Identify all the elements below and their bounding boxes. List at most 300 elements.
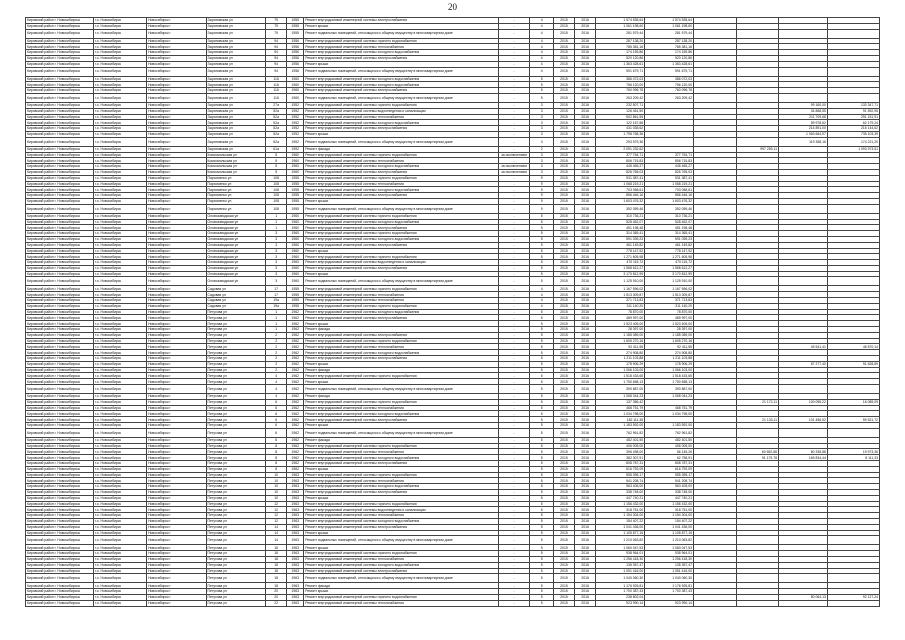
total-cost-cell: 778 147,92: [596, 248, 645, 254]
locality-cell: Новосибирск г: [147, 315, 206, 321]
source-4-cell: 91 628,89: [827, 361, 879, 367]
end-year-cell: 2016: [575, 292, 596, 298]
street-cell: Петухова ул: [206, 344, 265, 350]
district-cell: Кировский район г. Новосибирска: [26, 367, 94, 373]
start-year-cell: 2015: [553, 489, 574, 495]
unit-cell: -: [498, 466, 530, 472]
locality-cell: Новосибирск г: [147, 219, 206, 225]
build-year-cell: 1963: [287, 551, 304, 557]
build-year-cell: 1962: [287, 338, 304, 344]
build-year-cell: 1963: [287, 556, 304, 562]
work-type-cell: Ремонт крыши: [304, 545, 498, 551]
source-1-cell: [694, 385, 736, 394]
source-3-cell: 34 868,55: [778, 108, 827, 114]
city-cell: г.о. Новосибирск: [93, 350, 146, 356]
district-cell: Кировский район г. Новосибирска: [26, 76, 94, 82]
floors-cell: 5: [530, 574, 553, 583]
build-year-cell: 1963: [287, 484, 304, 490]
locality-cell: Новосибирск г: [147, 108, 206, 114]
end-year-cell: 2016: [575, 466, 596, 472]
district-cell: Кировский район г. Новосибирска: [26, 303, 94, 309]
build-year-cell: 1955: [287, 187, 304, 193]
total-cost-cell: 1 051 416,00: [596, 568, 645, 574]
fund-cost-cell: 756 120,00: [645, 82, 694, 88]
unit-cell: -: [498, 248, 530, 254]
city-cell: г.о. Новосибирск: [93, 321, 146, 327]
end-year-cell: 2016: [575, 286, 596, 292]
work-type-cell: Ремонт внутридомовой инженерной системы горячего водоснабжения: [304, 501, 498, 507]
fund-cost-cell: 1 041 436,00: [645, 524, 694, 530]
locality-cell: Новосибирск г: [147, 399, 206, 405]
floors-cell: 5: [530, 88, 553, 94]
street-cell: Оловозаводская ул: [206, 260, 265, 266]
total-cost-cell: 1 271 605,98: [596, 254, 645, 260]
district-cell: Кировский район г. Новосибирска: [26, 82, 94, 88]
work-type-cell: Ремонт внутридомовой инженерной системы теплоснабжения: [304, 292, 498, 298]
source-2-cell: [736, 600, 778, 606]
city-cell: г.о. Новосибирск: [93, 545, 146, 551]
fund-cost-cell: 1 210 063,82: [645, 536, 694, 545]
total-cost-cell: 137 356,42: [596, 399, 645, 405]
unit-cell: -: [498, 236, 530, 242]
total-cost-cell: 318 751,00: [596, 507, 645, 513]
district-cell: Кировский район г. Новосибирска: [26, 277, 94, 286]
street-cell: Пархоменко ул: [206, 193, 265, 199]
city-cell: г.о. Новосибирск: [93, 298, 146, 304]
city-cell: г.о. Новосибирск: [93, 394, 146, 400]
fund-cost-cell: 1 363 428,61: [645, 61, 694, 67]
locality-cell: Новосибирск г: [147, 303, 206, 309]
street-cell: Зыряновская ул: [206, 82, 265, 88]
start-year-cell: 2015: [553, 513, 574, 519]
start-year-cell: 2015: [553, 204, 574, 213]
street-cell: Петухова ул: [206, 449, 265, 455]
work-type-cell: Ремонт внутридомовой инженерной системы теплоснабжения: [304, 44, 498, 50]
locality-cell: Новосибирск г: [147, 187, 206, 193]
unit-cell: -: [498, 507, 530, 513]
floors-cell: 5: [530, 361, 553, 367]
street-cell: Петухова ул: [206, 411, 265, 417]
end-year-cell: 2016: [575, 38, 596, 44]
end-year-cell: 2016: [575, 303, 596, 309]
end-year-cell: 2016: [575, 518, 596, 524]
house-number-cell: 52а: [266, 108, 287, 114]
unit-cell: -: [498, 361, 530, 367]
unit-cell: -: [498, 146, 530, 152]
total-cost-cell: 1 210 063,82: [596, 536, 645, 545]
locality-cell: Новосибирск г: [147, 478, 206, 484]
build-year-cell: 1963: [287, 518, 304, 524]
locality-cell: Новосибирск г: [147, 231, 206, 237]
floors-cell: 5: [530, 545, 553, 551]
source-4-cell: 216 144,62: [827, 126, 879, 132]
end-year-cell: 2016: [575, 181, 596, 187]
city-cell: г.о. Новосибирск: [93, 379, 146, 385]
house-number-cell: 3: [266, 271, 287, 277]
locality-cell: Новосибирск г: [147, 437, 206, 443]
floors-cell: 5: [530, 213, 553, 219]
floors-cell: 5: [530, 524, 553, 530]
build-year-cell: 1962: [287, 350, 304, 356]
city-cell: г.о. Новосибирск: [93, 260, 146, 266]
house-number-cell: 2: [266, 332, 287, 338]
work-type-cell: Ремонт внутридомовой инженерной системы электроснабжения: [304, 18, 498, 24]
end-year-cell: 2016: [575, 394, 596, 400]
unit-cell: -: [498, 350, 530, 356]
unit-cell: -: [498, 379, 530, 385]
start-year-cell: 2015: [553, 367, 574, 373]
city-cell: г.о. Новосибирск: [93, 367, 146, 373]
start-year-cell: 2015: [553, 254, 574, 260]
locality-cell: Новосибирск г: [147, 23, 206, 29]
house-number-cell: 8: [266, 443, 287, 449]
build-year-cell: 1960: [287, 164, 304, 170]
district-cell: Кировский район г. Новосибирска: [26, 513, 94, 519]
end-year-cell: 2016: [575, 204, 596, 213]
fund-cost-cell: 281 579,44: [645, 29, 694, 38]
build-year-cell: 1962: [287, 315, 304, 321]
total-cost-cell: 468 751,79: [596, 405, 645, 411]
house-number-cell: 94: [266, 55, 287, 61]
unit-cell: -: [498, 286, 530, 292]
house-number-cell: 10: [266, 495, 287, 501]
fund-cost-cell: 1 605 270,16: [645, 338, 694, 344]
house-number-cell: 6: [266, 437, 287, 443]
floors-cell: 5: [530, 332, 553, 338]
build-year-cell: 1952: [287, 114, 304, 120]
work-type-cell: Ремонт внутридомовой инженерной системы электроснабжения: [304, 193, 498, 199]
street-cell: Оловозаводская ул: [206, 271, 265, 277]
total-cost-cell: 1 125 910,00: [596, 277, 645, 286]
city-cell: г.о. Новосибирск: [93, 198, 146, 204]
build-year-cell: 1960: [287, 158, 304, 164]
total-cost-cell: 182 111,35: [596, 417, 645, 423]
district-cell: Кировский район г. Новосибирска: [26, 169, 94, 175]
floors-cell: 5: [530, 551, 553, 557]
street-cell: Оловозаводская ул: [206, 242, 265, 248]
locality-cell: Новосибирск г: [147, 225, 206, 231]
start-year-cell: 2015: [553, 507, 574, 513]
start-year-cell: 2015: [553, 44, 574, 50]
street-cell: Петухова ул: [206, 455, 265, 461]
locality-cell: Новосибирск г: [147, 385, 206, 394]
total-cost-cell: 445 465,27: [596, 164, 645, 170]
locality-cell: Новосибирск г: [147, 367, 206, 373]
district-cell: Кировский район г. Новосибирска: [26, 551, 94, 557]
start-year-cell: 2015: [553, 248, 574, 254]
source-4-cell: 291 151,91: [827, 114, 879, 120]
district-cell: Кировский район г. Новосибирска: [26, 181, 94, 187]
source-1-cell: [694, 574, 736, 583]
city-cell: г.о. Новосибирск: [93, 18, 146, 24]
house-number-cell: 12: [266, 507, 287, 513]
street-cell: Зыряновская ул: [206, 102, 265, 108]
total-cost-cell: 938 964,01: [596, 551, 645, 557]
house-number-cell: 1: [266, 213, 287, 219]
build-year-cell: 1955: [287, 23, 304, 29]
source-1-cell: [694, 67, 736, 76]
district-cell: Кировский район г. Новосибирска: [26, 152, 94, 158]
locality-cell: Новосибирск г: [147, 484, 206, 490]
work-type-cell: Ремонт внутридомовой инженерной системы электроснабжения: [304, 461, 498, 467]
start-year-cell: 2015: [553, 213, 574, 219]
start-year-cell: 2015: [553, 55, 574, 61]
fund-cost-cell: 274 908,80: [645, 350, 694, 356]
street-cell: Петухова ул: [206, 315, 265, 321]
work-type-cell: Ремонт крыши: [304, 248, 498, 254]
unit-cell: -: [498, 423, 530, 429]
start-year-cell: 2015: [553, 423, 574, 429]
floors-cell: 5: [530, 461, 553, 467]
district-cell: Кировский район г. Новосибирска: [26, 50, 94, 56]
fund-cost-cell: 1 061 198,60: [645, 23, 694, 29]
city-cell: г.о. Новосибирск: [93, 507, 146, 513]
district-cell: Кировский район г. Новосибирска: [26, 417, 94, 423]
start-year-cell: 2015: [553, 181, 574, 187]
street-cell: Оловозаводская ул: [206, 219, 265, 225]
floors-cell: 3: [530, 169, 553, 175]
start-year-cell: 2015: [553, 472, 574, 478]
city-cell: г.о. Новосибирск: [93, 501, 146, 507]
house-number-cell: 10: [266, 472, 287, 478]
source-4-cell: 8 111,33: [827, 455, 879, 461]
total-cost-cell: 563 405,00: [596, 484, 645, 490]
start-year-cell: 2015: [553, 350, 574, 356]
fund-cost-cell: 3 170 812,99: [645, 271, 694, 277]
floors-cell: 4: [530, 50, 553, 56]
unit-cell: -: [498, 501, 530, 507]
house-number-cell: 108: [266, 175, 287, 181]
build-year-cell: 1962: [287, 373, 304, 379]
house-number-cell: 18: [266, 574, 287, 583]
start-year-cell: 2015: [553, 385, 574, 394]
district-cell: Кировский район г. Новосибирска: [26, 449, 94, 455]
work-type-cell: Ремонт фасада: [304, 583, 498, 589]
fund-cost-cell: 1 060 047,53: [645, 545, 694, 551]
district-cell: Кировский район г. Новосибирска: [26, 466, 94, 472]
source-1-cell: [694, 536, 736, 545]
work-type-cell: Ремонт внутридомовой инженерной системы теплоснабжения: [304, 158, 498, 164]
source-1-cell: [694, 93, 736, 102]
locality-cell: Новосибирск г: [147, 449, 206, 455]
end-year-cell: 2016: [575, 379, 596, 385]
locality-cell: Новосибирск г: [147, 309, 206, 315]
start-year-cell: 2015: [553, 23, 574, 29]
unit-cell: -: [498, 478, 530, 484]
work-type-cell: Ремонт внутридомовой инженерной системы горячего водоснабжения: [304, 303, 498, 309]
build-year-cell: 1960: [287, 271, 304, 277]
start-year-cell: 2015: [553, 394, 574, 400]
street-cell: Петухова ул: [206, 513, 265, 519]
end-year-cell: 2016: [575, 344, 596, 350]
end-year-cell: 2016: [575, 551, 596, 557]
end-year-cell: 2016: [575, 361, 596, 367]
unit-cell: -: [498, 589, 530, 595]
city-cell: г.о. Новосибирск: [93, 411, 146, 417]
work-type-cell: Ремонт внутридомовой инженерной системы электроснабжения: [304, 265, 498, 271]
build-year-cell: 1962: [287, 449, 304, 455]
district-cell: Кировский район г. Новосибирска: [26, 361, 94, 367]
fund-cost-cell: 785 381,16: [645, 44, 694, 50]
build-year-cell: 1962: [287, 309, 304, 315]
city-cell: г.о. Новосибирск: [93, 437, 146, 443]
locality-cell: Новосибирск г: [147, 146, 206, 152]
fund-cost-cell: 377 754,71: [645, 152, 694, 158]
locality-cell: Новосибирск г: [147, 131, 206, 137]
city-cell: г.о. Новосибирск: [93, 187, 146, 193]
fund-cost-cell: 591 679,71: [645, 67, 694, 76]
fund-cost-cell: 1 574 535,64: [645, 18, 694, 24]
street-cell: Зыряновская ул: [206, 114, 265, 120]
unit-cell: -: [498, 265, 530, 271]
unit-cell: -: [498, 254, 530, 260]
build-year-cell: 1962: [287, 437, 304, 443]
total-cost-cell: 451 198,48: [596, 225, 645, 231]
house-number-cell: 1: [266, 309, 287, 315]
end-year-cell: 2016: [575, 461, 596, 467]
house-number-cell: 61а: [266, 146, 287, 152]
end-year-cell: 2016: [575, 131, 596, 137]
build-year-cell: 1963: [287, 583, 304, 589]
work-type-cell: Ремонт подвальных помещений, относящихся к общему имуществу в многоквартирном доме: [304, 574, 498, 583]
work-type-cell: Ремонт крыши: [304, 495, 498, 501]
locality-cell: Новосибирск г: [147, 321, 206, 327]
house-number-cell: 6: [266, 411, 287, 417]
build-year-cell: 1952: [287, 137, 304, 146]
start-year-cell: 2015: [553, 93, 574, 102]
house-number-cell: 94: [266, 38, 287, 44]
unit-cell: -: [498, 219, 530, 225]
unit-cell: -: [498, 417, 530, 423]
floors-cell: 5: [530, 260, 553, 266]
start-year-cell: 2015: [553, 524, 574, 530]
floors-cell: 5: [530, 271, 553, 277]
unit-cell: -: [498, 367, 530, 373]
district-cell: Кировский район г. Новосибирска: [26, 321, 94, 327]
street-cell: Петухова ул: [206, 356, 265, 362]
district-cell: Кировский район г. Новосибирска: [26, 146, 94, 152]
source-2-cell: [736, 428, 778, 437]
floors-cell: 4: [530, 298, 553, 304]
unit-cell: -: [498, 568, 530, 574]
source-3-cell: [778, 204, 827, 213]
unit-cell: -: [498, 82, 530, 88]
fund-cost-cell: 1 068 219,21: [645, 181, 694, 187]
city-cell: г.о. Новосибирск: [93, 489, 146, 495]
locality-cell: Новосибирск г: [147, 265, 206, 271]
street-cell: Петухова ул: [206, 361, 265, 367]
source-4-cell: [827, 536, 879, 545]
source-3-cell: 99 160,00: [778, 102, 827, 108]
unit-cell: -: [498, 484, 530, 490]
unit-cell: -: [498, 385, 530, 394]
house-number-cell: 8: [266, 461, 287, 467]
fund-cost-cell: 1 066 103,00: [645, 367, 694, 373]
district-cell: Кировский район г. Новосибирска: [26, 507, 94, 513]
house-number-cell: 6: [266, 428, 287, 437]
unit-cell: -: [498, 518, 530, 524]
unit-cell: -: [498, 242, 530, 248]
total-cost-cell: 310 736,21: [596, 213, 645, 219]
end-year-cell: 2016: [575, 443, 596, 449]
district-cell: Кировский район г. Новосибирска: [26, 271, 94, 277]
street-cell: Зыряновская ул: [206, 61, 265, 67]
end-year-cell: 2016: [575, 428, 596, 437]
total-cost-cell: 502 861,59: [596, 114, 645, 120]
district-cell: Кировский район г. Новосибирска: [26, 236, 94, 242]
end-year-cell: 2016: [575, 405, 596, 411]
locality-cell: Новосибирск г: [147, 489, 206, 495]
work-type-cell: Ремонт внутридомовой инженерной системы горячего водоснабжения: [304, 338, 498, 344]
city-cell: г.о. Новосибирск: [93, 169, 146, 175]
source-2-cell: 21 133,11: [736, 417, 778, 423]
work-type-cell: Ремонт внутридомовой инженерной системы горячего водоснабжения: [304, 102, 498, 108]
city-cell: г.о. Новосибирск: [93, 277, 146, 286]
unit-cell: -: [498, 545, 530, 551]
district-cell: Кировский район г. Новосибирска: [26, 428, 94, 437]
street-cell: Петухова ул: [206, 405, 265, 411]
district-cell: Кировский район г. Новосибирска: [26, 102, 94, 108]
floors-cell: 5: [530, 589, 553, 595]
build-year-cell: 1963: [287, 489, 304, 495]
locality-cell: Новосибирск г: [147, 158, 206, 164]
floors-cell: 4: [530, 292, 553, 298]
total-cost-cell: 386 072,03: [596, 76, 645, 82]
house-number-cell: 116: [266, 76, 287, 82]
house-number-cell: 2: [266, 350, 287, 356]
fund-cost-cell: 352 059,46: [645, 204, 694, 213]
district-cell: Кировский район г. Новосибирска: [26, 126, 94, 132]
build-year-cell: 1956: [287, 44, 304, 50]
city-cell: г.о. Новосибирск: [93, 361, 146, 367]
floors-cell: 4: [530, 286, 553, 292]
source-4-cell: [827, 93, 879, 102]
unit-cell: -: [498, 321, 530, 327]
fund-cost-cell: 1 034 798,00: [645, 411, 694, 417]
unit-cell: -: [498, 315, 530, 321]
locality-cell: Новосибирск г: [147, 466, 206, 472]
district-cell: Кировский район г. Новосибирска: [26, 524, 94, 530]
work-type-cell: Ремонт крыши: [304, 530, 498, 536]
street-cell: Петухова ул: [206, 489, 265, 495]
locality-cell: Новосибирск г: [147, 61, 206, 67]
street-cell: Петухова ул: [206, 600, 265, 606]
build-year-cell: 1962: [287, 321, 304, 327]
city-cell: г.о. Новосибирск: [93, 213, 146, 219]
district-cell: Кировский район г. Новосибирска: [26, 44, 94, 50]
street-cell: Петухова ул: [206, 562, 265, 568]
end-year-cell: 2016: [575, 315, 596, 321]
locality-cell: Новосибирск г: [147, 298, 206, 304]
work-type-cell: Ремонт внутридомовой инженерной системы холодного водоснабжения: [304, 82, 498, 88]
house-number-cell: 1: [266, 327, 287, 333]
total-cost-cell: 482 401,50: [596, 437, 645, 443]
work-type-cell: Ремонт подвальных помещений, относящихся к общему имуществу в многоквартирном доме: [304, 137, 498, 146]
source-4-cell: [827, 600, 879, 606]
unit-cell: -: [498, 38, 530, 44]
city-cell: г.о. Новосибирск: [93, 231, 146, 237]
end-year-cell: 2016: [575, 449, 596, 455]
locality-cell: Новосибирск г: [147, 455, 206, 461]
work-type-cell: Ремонт крыши: [304, 423, 498, 429]
work-type-cell: Ремонт внутридомовой инженерной системы горячего водоснабжения: [304, 231, 498, 237]
source-4-cell: 174 221,20: [827, 137, 879, 146]
house-number-cell: 2: [266, 367, 287, 373]
unit-cell: -: [498, 108, 530, 114]
street-cell: Зыряновская ул: [206, 44, 265, 50]
end-year-cell: 2016: [575, 545, 596, 551]
total-cost-cell: 1 068 219,21: [596, 181, 645, 187]
